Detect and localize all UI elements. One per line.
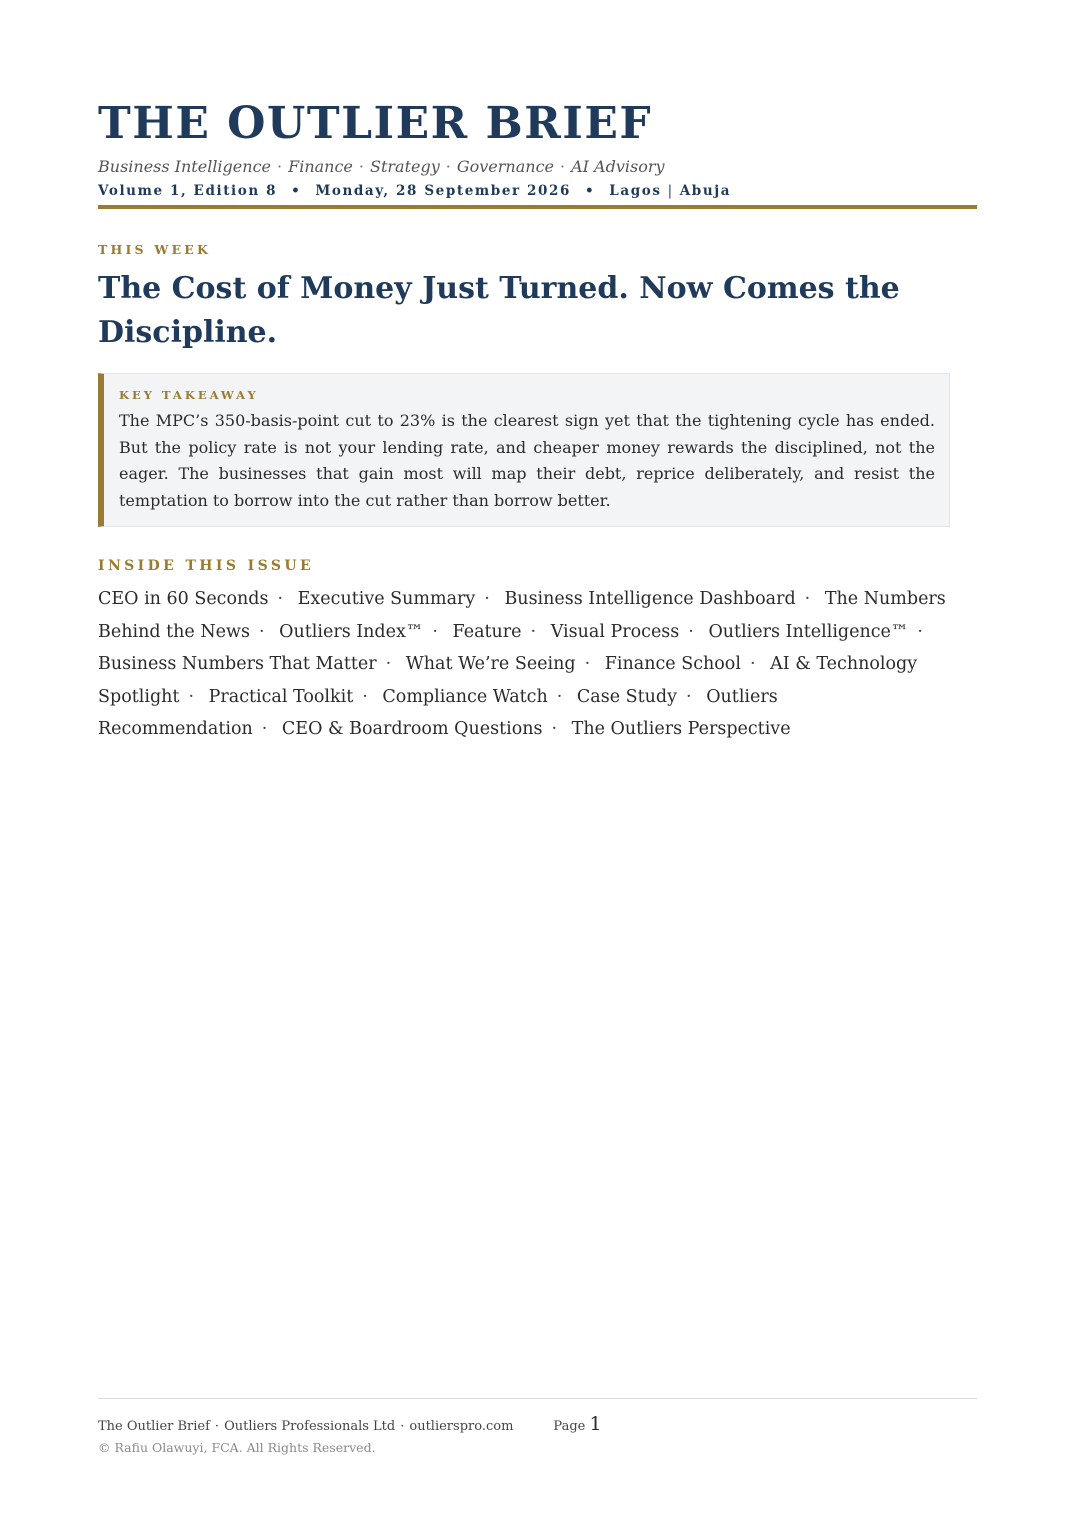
city-separator: | <box>667 183 674 199</box>
contents-item: Finance School <box>604 654 741 674</box>
edition-bullet: • <box>585 183 596 199</box>
contents-separator: · <box>484 589 490 609</box>
issue-contents-list <box>98 583 958 746</box>
this-week-section <box>98 241 977 355</box>
footer-page-number: 1 <box>589 1413 602 1435</box>
contents-separator: · <box>530 621 537 642</box>
footer-publication: The Outlier Brief <box>98 1419 210 1434</box>
contents-item: Feature <box>452 621 522 642</box>
footer-company: Outliers Professionals Ltd <box>224 1419 396 1434</box>
contents-item: Outliers Intelligence™ <box>708 621 909 642</box>
subtitle-item: AI Advisory <box>571 157 665 176</box>
contents-item: Business Numbers That Matter <box>98 654 377 674</box>
volume-edition: Volume 1, Edition 8 <box>98 183 278 199</box>
subtitle-item: Strategy <box>369 157 440 176</box>
contents-item: The Numbers Behind the News <box>98 589 946 642</box>
contents-separator: · <box>261 719 268 739</box>
masthead-subtitle <box>98 156 977 178</box>
contents-separator: · <box>686 686 692 707</box>
contents-separator: · <box>688 621 694 642</box>
contents-item: Compliance Watch <box>382 686 548 707</box>
subtitle-item: Finance <box>288 157 353 176</box>
footer-separator: · <box>214 1419 220 1434</box>
contents-separator: · <box>362 686 368 707</box>
contents-item: Executive Summary <box>297 589 476 609</box>
subtitle-item: Governance <box>456 157 554 176</box>
contents-item: Visual Process <box>550 621 680 642</box>
subtitle-separator: · <box>358 157 364 176</box>
subtitle-separator: · <box>277 157 283 176</box>
contents-item: Case Study <box>576 686 678 707</box>
newsletter-page <box>98 96 977 746</box>
subtitle-separator: · <box>560 157 566 176</box>
contents-separator: · <box>551 719 558 739</box>
key-takeaway-box <box>98 373 950 527</box>
contents-item: CEO & Boardroom Questions <box>281 719 543 739</box>
lead-headline: The Cost of Money Just Turned. Now Comes the Discipline. <box>98 271 900 350</box>
city-abuja: Abuja <box>679 183 732 199</box>
contents-separator: · <box>917 621 923 642</box>
contents-separator: · <box>188 686 195 707</box>
contents-item: What We’re Seeing <box>405 654 576 674</box>
masthead-divider <box>98 205 977 209</box>
page-footer <box>98 1398 977 1456</box>
key-takeaway-text: The MPC’s 350-basis-point cut to 23% is the clearest sign yet that the tightening cycle has ended. But the policy rate is not your lending rate, and cheaper money rewards the disciplined, not the eager. The businesses that gain most will map their debt, reprice deliberately, and resist the temptation to borrow into the cut rather than borrow better. <box>119 411 935 510</box>
footer-separator: · <box>400 1419 405 1434</box>
inside-this-issue-label: INSIDE THIS ISSUE <box>98 558 315 574</box>
contents-item: The Outliers Perspective <box>571 719 791 739</box>
contents-item: CEO in 60 Seconds <box>98 589 269 609</box>
issue-date: Monday, 28 September 2026 <box>315 183 572 199</box>
subtitle-item: Business Intelligence <box>98 157 271 176</box>
this-week-label: THIS WEEK <box>98 242 212 257</box>
contents-item: Outliers Recommendation <box>98 686 778 739</box>
footer-website-link[interactable]: outlierspro.com <box>409 1419 514 1434</box>
contents-item: AI & Technology Spotlight <box>98 654 918 707</box>
key-takeaway-label: KEY TAKEAWAY <box>119 388 259 402</box>
contents-separator: · <box>258 621 265 642</box>
masthead <box>98 96 977 209</box>
footer-page-label: Page <box>553 1419 586 1434</box>
footer-copyright: © Rafiu Olawuyi, FCA. All Rights Reserved. <box>98 1440 376 1455</box>
contents-separator: · <box>277 589 284 609</box>
contents-separator: · <box>584 654 591 674</box>
contents-item: Business Intelligence Dashboard <box>504 589 796 609</box>
edition-bullet: • <box>291 183 302 199</box>
contents-item: Practical Toolkit <box>208 686 354 707</box>
contents-item: Outliers Index™ <box>279 621 424 642</box>
city-lagos: Lagos <box>609 183 662 199</box>
contents-separator: · <box>804 589 811 609</box>
footer-credits <box>98 1415 977 1436</box>
contents-separator: · <box>556 686 563 707</box>
edition-line <box>98 181 977 201</box>
masthead-title: THE OUTLIER BRIEF <box>98 98 653 149</box>
contents-separator: · <box>749 654 756 674</box>
contents-separator: · <box>432 621 438 642</box>
contents-separator: · <box>385 654 392 674</box>
inside-this-issue-section <box>98 557 977 746</box>
subtitle-separator: · <box>445 157 451 176</box>
